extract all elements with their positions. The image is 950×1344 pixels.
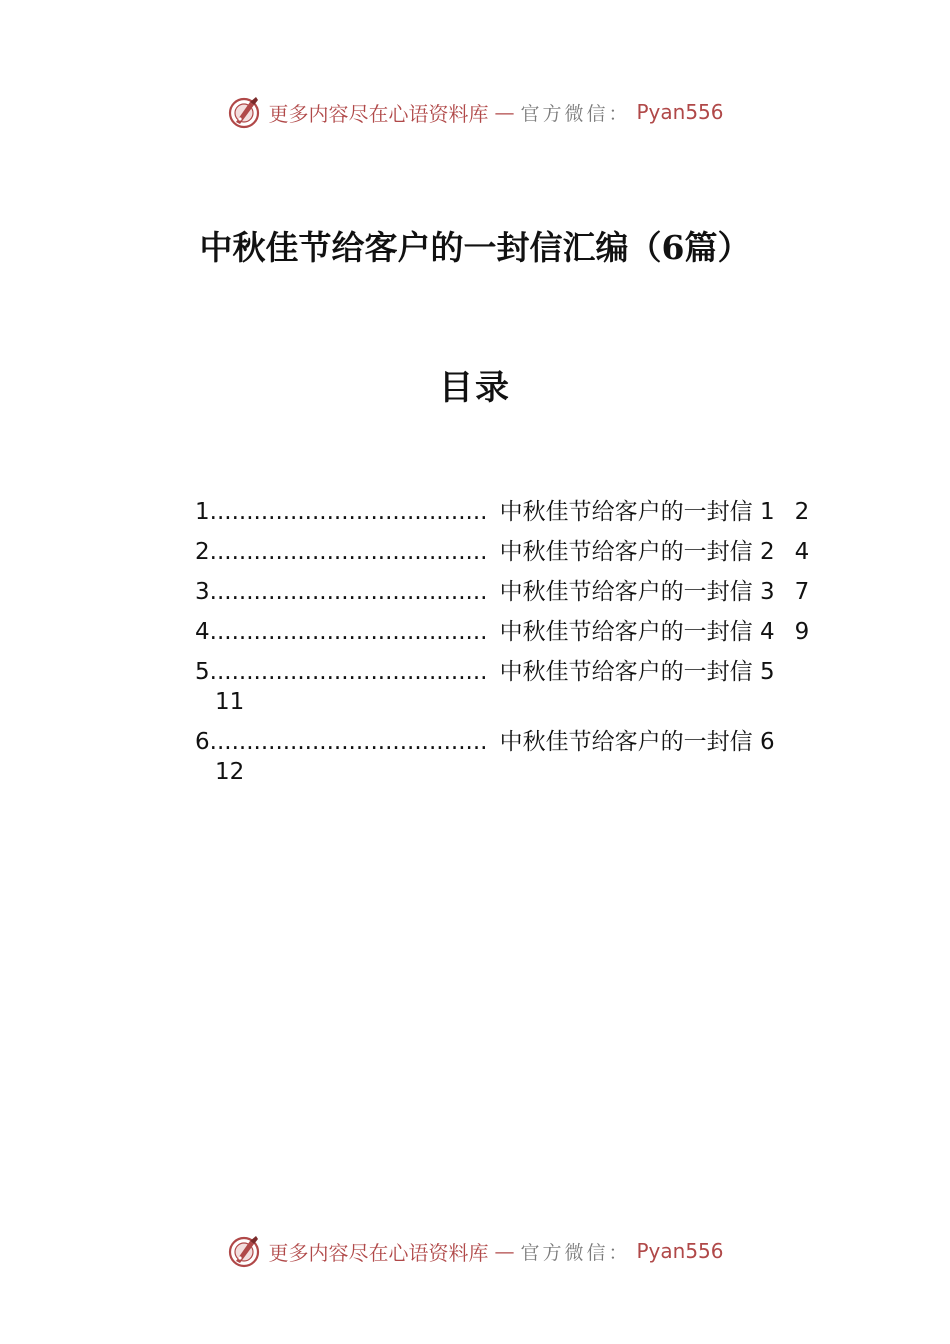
toc-entry-6[interactable] [195, 727, 855, 787]
toc-entry-5[interactable] [195, 657, 855, 717]
toc-entry-2[interactable] [195, 537, 855, 567]
toc-entry-title: 中秋佳节给客户的一封信 1 [499, 499, 775, 525]
banner-wechat-label: 官方微信： [520, 102, 631, 125]
toc-entry-title: 中秋佳节给客户的一封信 6 [499, 729, 775, 755]
pen-nib-logo-icon [226, 1233, 262, 1269]
toc-entry-page: 4 [794, 539, 810, 565]
toc-leader-dots: ...................................... [209, 659, 488, 685]
banner-wechat-label: 官方微信： [520, 1241, 631, 1264]
toc-entry-page: 11 [215, 689, 245, 715]
toc-entry-4[interactable] [195, 617, 855, 647]
banner-separator: — [494, 100, 515, 124]
toc-entry-number: 4 [195, 619, 210, 645]
toc-leader-dots: ...................................... [209, 579, 488, 605]
banner-wechat-id: Pyan556 [636, 100, 724, 124]
toc-entry-title: 中秋佳节给客户的一封信 2 [499, 539, 775, 565]
toc-entry-number: 5 [195, 659, 210, 685]
banner-wechat-id: Pyan556 [636, 1239, 724, 1263]
document-title: 中秋佳节给客户的一封信汇编（6篇） [199, 228, 751, 267]
banner-separator: — [494, 1239, 515, 1263]
banner-slogan: 更多内容尽在心语资料库 [268, 101, 489, 126]
toc-entry-title: 中秋佳节给客户的一封信 5 [499, 659, 775, 685]
toc-entry-page: 2 [794, 499, 810, 525]
toc-entry-1[interactable] [195, 497, 855, 527]
pen-nib-logo-icon [226, 94, 262, 130]
toc-leader-dots: ...................................... [209, 619, 488, 645]
toc-entry-3[interactable] [195, 577, 855, 607]
toc-entry-number: 3 [195, 579, 210, 605]
toc-entry-page: 12 [215, 759, 245, 785]
toc-entry-number: 1 [195, 499, 210, 525]
table-of-contents [195, 497, 855, 797]
toc-leader-dots: ...................................... [209, 539, 488, 565]
toc-entry-title: 中秋佳节给客户的一封信 3 [499, 579, 775, 605]
toc-heading: 目录 [439, 368, 511, 408]
toc-entry-page: 9 [794, 619, 810, 645]
toc-leader-dots: ...................................... [209, 729, 488, 755]
toc-entry-title: 中秋佳节给客户的一封信 4 [499, 619, 775, 645]
toc-entry-number: 2 [195, 539, 210, 565]
footer-banner [0, 1233, 950, 1269]
toc-leader-dots: ...................................... [209, 499, 488, 525]
toc-entry-page: 7 [794, 579, 810, 605]
header-banner [0, 94, 950, 130]
banner-slogan: 更多内容尽在心语资料库 [268, 1240, 489, 1265]
toc-entry-number: 6 [195, 729, 210, 755]
